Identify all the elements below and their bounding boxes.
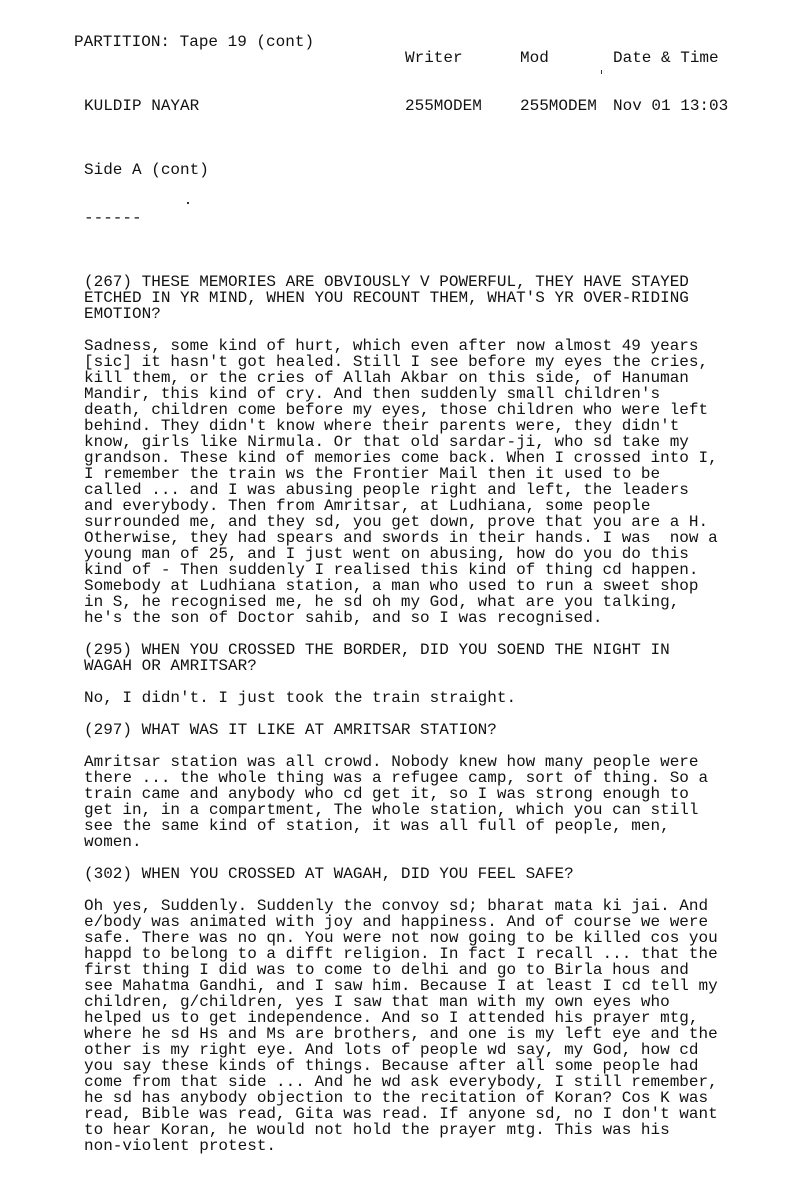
answer-line: Amritsar station was all crowd. Nobody knew how many people were <box>84 753 699 771</box>
question-block <box>84 722 784 738</box>
answer-line: safe. There was no qn. You were not now going to be killed cos you <box>84 929 718 947</box>
answer-line: e/body was animated with joy and happiness. And of course we were <box>84 913 709 931</box>
answer-line: see Mahatma Gandhi, and I saw him. Because I at least I cd tell my <box>84 977 718 995</box>
speaker-name: KULDIP NAYAR <box>84 97 200 115</box>
answer-line: called ... and I was abusing people right and left, the leaders <box>84 481 689 499</box>
question-line: (302) WHEN YOU CROSSED AT WAGAH, DID YOU FEEL SAFE? <box>84 865 574 883</box>
answer-line: No, I didn't. I just took the train straight. <box>84 689 517 707</box>
answer-line: he sd has anybody objection to the recitation of Koran? Cos K was <box>84 1089 709 1107</box>
question-line: ETCHED IN YR MIND, WHEN YOU RECOUNT THEM, WHAT'S YR OVER-RIDING <box>84 289 689 307</box>
answer-line: young man of 25, and I just went on abusing, how do you do this <box>84 545 689 563</box>
date-label: Date & Time <box>613 49 719 67</box>
answer-line: helped us to get independence. And so I attended his prayer mtg, <box>84 1009 699 1027</box>
question-line: (267) THESE MEMORIES ARE OBVIOUSLY V POWERFUL, THEY HAVE STAYED <box>84 273 689 291</box>
answer-line: children, g/children, yes I saw that man with my own eyes who <box>84 993 670 1011</box>
question-block <box>84 642 784 674</box>
question-line: (295) WHEN YOU CROSSED THE BORDER, DID YOU SOEND THE NIGHT IN <box>84 641 670 659</box>
answer-block <box>84 898 784 1154</box>
date-value: Nov 01 13:03 <box>613 97 729 115</box>
answer-line: and everybody. Then from Amritsar, at Ludhiana, some people <box>84 497 651 515</box>
answer-line: kill them, or the cries of Allah Akbar on this side, of Hanuman <box>84 369 689 387</box>
answer-line: non-violent protest. <box>84 1137 277 1155</box>
question-block <box>84 866 784 882</box>
answer-line: to hear Koran, he would not hold the prayer mtg. This was his <box>84 1121 670 1139</box>
answer-line: death, children come before my eyes, those children who were left <box>84 401 709 419</box>
question-line: (297) WHAT WAS IT LIKE AT AMRITSAR STATION? <box>84 721 497 739</box>
answer-line: come from that side ... And he wd ask everybody, I still remember, <box>84 1073 718 1091</box>
answer-line: get in, in a compartment, The whole station, which you can still <box>84 801 699 819</box>
answer-line: happd to belong to a difft religion. In fact I recall ... that the <box>84 945 718 963</box>
side-rule: ------ <box>84 209 142 227</box>
writer-value: 255MODEM <box>405 97 482 115</box>
answer-block <box>84 338 784 626</box>
transcript-body <box>84 66 784 1186</box>
answer-line: in S, he recognised me, he sd oh my God, what are you talking, <box>84 593 680 611</box>
answer-line: Mandir, this kind of cry. And then suddenly small children's <box>84 385 661 403</box>
answer-line: behind. They didn't know where their parents were, they didn't <box>84 417 680 435</box>
answer-line: Otherwise, they had spears and swords in their hands. I was now a <box>84 529 718 547</box>
answer-line: kind of - Then suddenly I realised this kind of thing cd happen. <box>84 561 699 579</box>
answer-line: Somebody at Ludhiana station, a man who used to run a sweet shop <box>84 577 699 595</box>
answer-line: he's the son of Doctor sahib, and so I was recognised. <box>84 609 603 627</box>
answer-line: Oh yes, Suddenly. Suddenly the convoy sd; bharat mata ki jai. And <box>84 897 709 915</box>
answer-line: first thing I did was to come to delhi and go to Birla hous and <box>84 961 689 979</box>
answer-line: surrounded me, and they sd, you get down, prove that you are a H. <box>84 513 709 531</box>
answer-line: train came and anybody who cd get it, so I was strong enough to <box>84 785 689 803</box>
answer-line: read, Bible was read, Gita was read. If anyone sd, no I don't want <box>84 1105 718 1123</box>
answer-line: women. <box>84 833 142 851</box>
document-title: PARTITION: Tape 19 (cont) <box>74 33 315 51</box>
mod-label: Mod <box>520 49 549 67</box>
answer-line: other is my right eye. And lots of people wd say, my God, how cd <box>84 1041 699 1059</box>
side-label: Side A (cont) <box>84 161 209 179</box>
answer-line: where he sd Hs and Ms are brothers, and one is my left eye and the <box>84 1025 718 1043</box>
question-block <box>84 274 784 322</box>
answer-line: there ... the whole thing was a refugee camp, sort of thing. So a <box>84 769 709 787</box>
mod-value: 255MODEM <box>520 97 597 115</box>
question-line: EMOTION? <box>84 305 161 323</box>
writer-label: Writer <box>405 49 463 67</box>
answer-line: you say these kinds of things. Because after all some people had <box>84 1057 699 1075</box>
sections <box>84 274 784 1154</box>
answer-block <box>84 690 784 706</box>
answer-block <box>84 754 784 850</box>
answer-line: see the same kind of station, it was all full of people, men, <box>84 817 670 835</box>
question-line: WAGAH OR AMRITSAR? <box>84 657 257 675</box>
answer-line: Sadness, some kind of hurt, which even after now almost 49 years <box>84 337 699 355</box>
answer-line: know, girls like Nirmula. Or that old sardar-ji, who sd take my <box>84 433 689 451</box>
answer-line: I remember the train ws the Frontier Mail then it used to be <box>84 465 661 483</box>
answer-line: [sic] it hasn't got healed. Still I see before my eyes the cries, <box>84 353 709 371</box>
answer-line: grandson. These kind of memories come back. When I crossed into I, <box>84 449 718 467</box>
